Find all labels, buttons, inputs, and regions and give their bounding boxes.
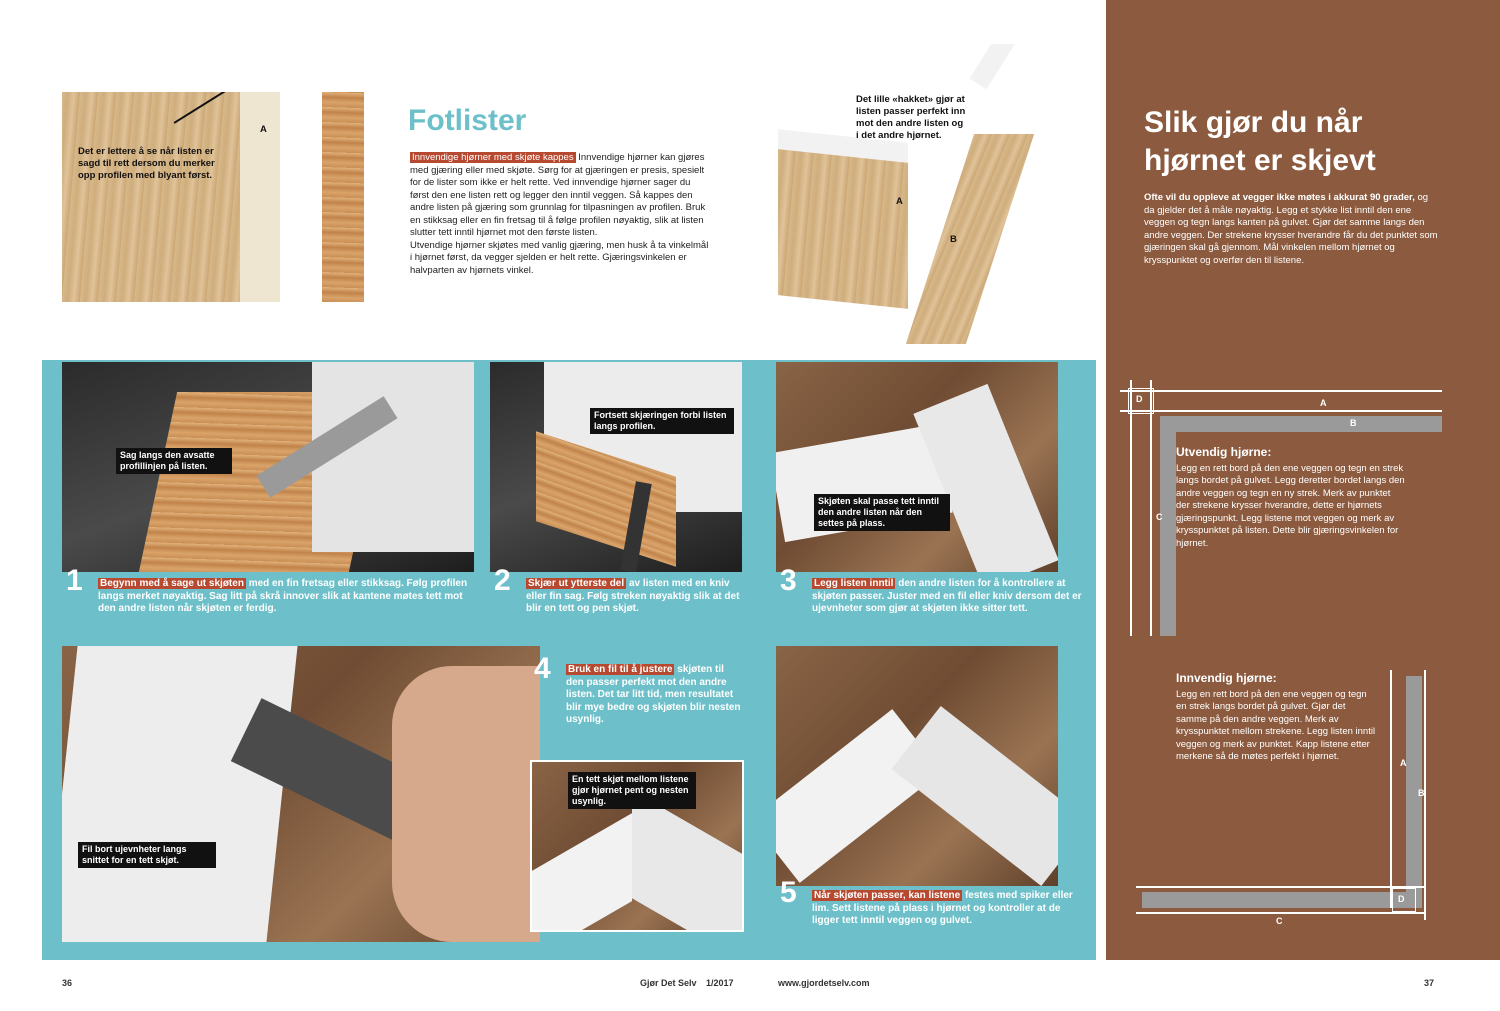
top-photo-board-side bbox=[322, 92, 364, 302]
top-photo-profile-marking bbox=[62, 92, 280, 302]
website-url: www.gjordetselv.com bbox=[778, 978, 870, 988]
step3-number: 3 bbox=[780, 564, 797, 597]
step4-photo bbox=[62, 646, 540, 942]
inner-letter-b: B bbox=[1418, 788, 1425, 798]
step1-highlight: Begynn med å sage ut skjøten bbox=[100, 578, 244, 589]
sidebar-lead-bold: Ofte vil du oppleve at vegger ikke møtes i akkurat 90 grader, bbox=[1144, 192, 1415, 203]
utvendig-text: Legg en rett bord på den ene veggen og tegn en strek langs bordet på gulvet. Legg deretter bordet langs den andre veggen og tegn en ny strek. Merk av punktet der strekene krysser hverandre, dette er hjørnets gjæringspunkt. Legg listene mot veggen og merk av krysspunktet på listen. Dette blir gjæringsvinkelen for hjørnet. bbox=[1176, 462, 1405, 549]
board-left bbox=[778, 145, 908, 309]
innvendig-block bbox=[1176, 672, 1376, 764]
step4-body: skjøten til den passer perfekt mot den andre listen. Det tar litt tid, men resultatet blir mye bedre og skjøten blir nesten usynlig. bbox=[566, 664, 741, 725]
step2-photo bbox=[490, 362, 742, 572]
step5-text bbox=[812, 890, 1082, 928]
step1-body: med en fin fretsag eller stikksag. Følg profilen langs merket nøyaktig. Sag litt på skrå innover slik at kantene møtes tett mot den andre listen når skjøten er ferdig. bbox=[98, 578, 468, 614]
step1-number: 1 bbox=[66, 564, 83, 597]
line-horizontal-1 bbox=[1120, 390, 1442, 392]
innvendig-text: Legg en rett bord på den ene veggen og tegn en strek langs bordet på gulvet. Gjør det samme på den andre veggen. Merk av krysspunktet mellom strekene. Legg listen inntil veggen og merk av punktet. Kapp listene etter merkene så de møtes perfekt i hjørnet. bbox=[1176, 688, 1376, 762]
magazine-name: Gjør Det Selv bbox=[640, 978, 697, 988]
wall-left bbox=[1160, 416, 1176, 636]
step4-photo-label: Fil bort ujevnheter langs snittet for en tett skjøt. bbox=[78, 842, 216, 868]
inner-letter-a: A bbox=[1400, 758, 1407, 768]
line-horizontal-2 bbox=[1136, 912, 1424, 914]
intro-highlight: Innvendige hjørner med skjøte kappes bbox=[412, 152, 574, 163]
top-photo3-letter-b: B bbox=[950, 234, 957, 245]
sidebar-lead bbox=[1144, 192, 1440, 267]
hand-thumb bbox=[392, 666, 540, 942]
board-left bbox=[532, 813, 632, 932]
board-face bbox=[62, 646, 298, 942]
top-photo1-letter: A bbox=[260, 124, 267, 135]
sidebar-lead-body: og da gjelder det å måle nøyaktig. Legg et stykke list inntil den ene veggen og tegn langs kanten på gulvet. Gjør det samme langs den andre veggen. Der strekene krysser hverandre får du det punktet som gjæringen skal gå gjennom. Mål vinkelen mellom hjørnet og krysspunktet og overfør den til listene. bbox=[1144, 192, 1438, 266]
inner-letter-c: C bbox=[1276, 916, 1283, 926]
board-right bbox=[632, 790, 742, 932]
issue-number: 1/2017 bbox=[706, 978, 734, 988]
step4-number: 4 bbox=[534, 652, 551, 685]
diagram-letter-d: D bbox=[1136, 394, 1143, 404]
page-number-right: 37 bbox=[1424, 978, 1435, 988]
line-horizontal-2 bbox=[1120, 410, 1442, 412]
inner-letter-d: D bbox=[1398, 894, 1405, 904]
line-vertical-1 bbox=[1130, 380, 1132, 636]
top-photo3-caption: Det lille «hakket» gjør at listen passer perfekt inn mot den andre listen og i det andre hjørnet. bbox=[856, 94, 966, 141]
step1-text bbox=[98, 578, 476, 616]
line-vertical-2 bbox=[1150, 380, 1152, 636]
board-right bbox=[906, 134, 1034, 344]
diagram-letter-c: C bbox=[1156, 512, 1163, 522]
step5-body: festes med spiker eller lim. Sett listene på plass i hjørnet og kontroller at de ligger tett inntil veggen og gulvet. bbox=[812, 890, 1073, 926]
wall-top bbox=[1160, 416, 1442, 432]
step3-highlight: Legg listen inntil bbox=[814, 578, 894, 589]
step4-inset-label: En tett skjøt mellom listene gjør hjørnet pent og nesten usynlig. bbox=[568, 772, 696, 809]
top-photo3-letter-a: A bbox=[896, 196, 903, 207]
top-photo-profiled-boards bbox=[772, 44, 1098, 344]
innvendig-title: Innvendig hjørne: bbox=[1176, 671, 1277, 685]
line-horizontal-1 bbox=[1136, 886, 1424, 888]
intro-text bbox=[410, 152, 710, 277]
step2-body: av listen med en kniv eller fin sag. Følg streken nøyaktig slik at det blir en tett og pen skjøt. bbox=[526, 578, 740, 614]
utvendig-block bbox=[1176, 446, 1406, 550]
step3-photo-label: Skjøten skal passe tett inntil den andre listen når den settes på plass. bbox=[814, 494, 950, 531]
page-number-left: 36 bbox=[62, 978, 73, 988]
step4-inset-photo bbox=[530, 760, 744, 932]
step2-text bbox=[526, 578, 740, 616]
step2-number: 2 bbox=[494, 564, 511, 597]
line-vertical-1 bbox=[1390, 670, 1392, 908]
step2-highlight: Skjær ut ytterste del bbox=[528, 578, 625, 589]
wall-bottom bbox=[1142, 892, 1422, 908]
diagram-letter-a: A bbox=[1320, 398, 1327, 408]
top-photo1-caption: Det er lettere å se når listen er sagd til rett dersom du merker opp profilen med blyant først. bbox=[78, 146, 215, 181]
step4-text bbox=[566, 664, 744, 727]
step5-photo bbox=[776, 646, 1058, 886]
step1-photo-label: Sag langs den avsatte profillinjen på listen. bbox=[116, 448, 232, 474]
step2-photo-label: Fortsett skjæringen forbi listen langs profilen. bbox=[590, 408, 734, 434]
diagram-letter-b: B bbox=[1350, 418, 1357, 428]
step1-photo bbox=[62, 362, 474, 572]
board-right-profile bbox=[970, 44, 1035, 89]
intro-body: Innvendige hjørner kan gjøres med gjæring eller med skjøte. Sørg for at gjæringen er presis, spesielt for de lister som ikke er helt rette. Ved innvendige hjørner sager du først den ene listen rett og legger den inntil veggen. Så kappes den andre listen på gjæring som grunnlag for tilpasningen av profilen. Bruk en stikksag eller en fin fretsag til å følge profilen nøyaktig, slik at listen slutter tett inntil hjørnet mot den første listen. bbox=[410, 152, 706, 238]
step5-number: 5 bbox=[780, 876, 797, 909]
utvendig-title: Utvendig hjørne: bbox=[1176, 445, 1272, 459]
step3-text bbox=[812, 578, 1082, 616]
sidebar-title: Slik gjør du når hjørnet er skjevt bbox=[1144, 106, 1376, 177]
step4-highlight: Bruk en fil til å justere bbox=[568, 664, 673, 675]
intro-body-2: Utvendige hjørner skjøtes med vanlig gjæring, men husk å ta vinkelmål i hjørnet først, da vegger sjelden er helt rette. Gjæringsvinkelen er halvparten av hjørnets vinkel. bbox=[410, 239, 709, 276]
board-face bbox=[312, 362, 474, 552]
step5-highlight: Når skjøten passer, kan listene bbox=[814, 890, 961, 901]
step3-photo bbox=[776, 362, 1058, 572]
step3-body: den andre listen for å kontrollere at skjøten passer. Juster med en fil eller kniv dersom det er ujevnheter som gjør at skjøten ikke sitter tett. bbox=[812, 578, 1082, 614]
page-title: Fotlister bbox=[408, 104, 527, 137]
board-right bbox=[892, 706, 1058, 886]
